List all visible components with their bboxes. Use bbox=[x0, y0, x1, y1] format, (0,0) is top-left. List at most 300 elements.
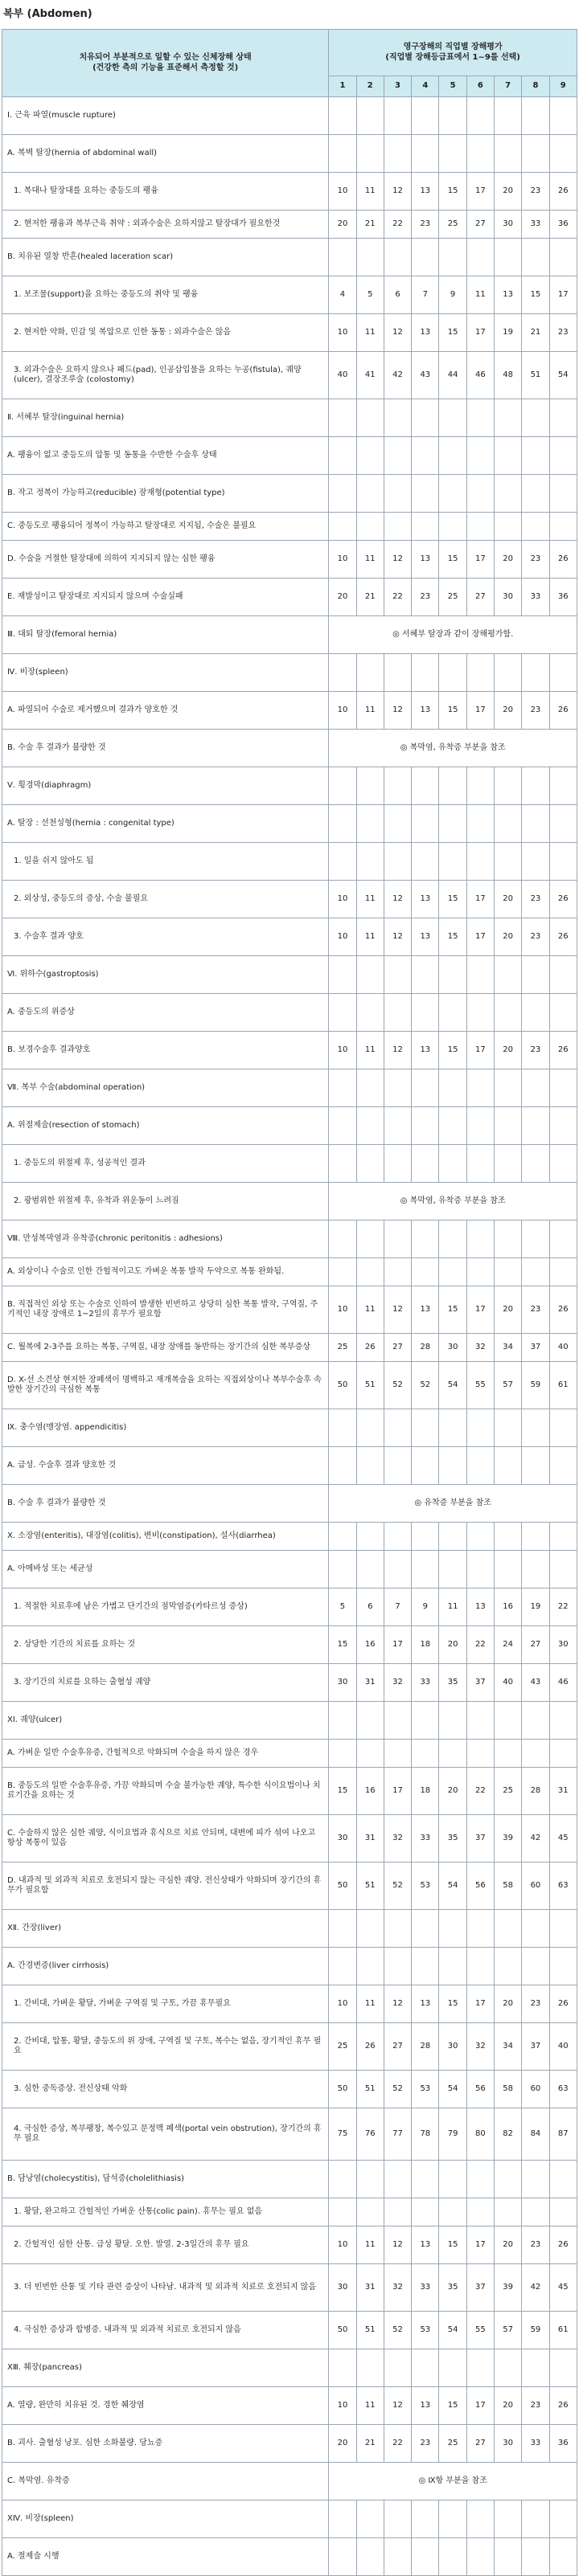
item-label: 2. 광범위한 위절제 후, 유착과 위운동이 느려짐 bbox=[2, 1183, 329, 1221]
grade-value-cell: 25 bbox=[329, 1334, 356, 1362]
grade-value-cell: 12 bbox=[384, 541, 411, 579]
grade-header-4: 4 bbox=[412, 76, 439, 97]
section-label: Ⅴ. 횡경막(diaphragm) bbox=[2, 767, 329, 805]
grade-value-cell bbox=[412, 1910, 439, 1948]
grade-value-cell bbox=[522, 1948, 549, 1985]
grade-value-cell: 35 bbox=[439, 1815, 466, 1862]
grade-value-cell: 15 bbox=[439, 2387, 466, 2425]
grade-value-cell: 26 bbox=[549, 918, 577, 956]
grade-value-cell bbox=[522, 2161, 549, 2198]
grade-value-cell: 54 bbox=[439, 1362, 466, 1409]
grade-value-cell bbox=[522, 843, 549, 881]
grade-value-cell: 20 bbox=[329, 579, 356, 616]
condition-header: 치유되어 부분적으로 일할 수 있는 신체장해 상태 (건강한 측의 기능을 표준해서 측정할 것) bbox=[2, 30, 329, 97]
grade-value-cell bbox=[522, 135, 549, 173]
grade-value-cell bbox=[495, 1523, 522, 1551]
grade-value-cell bbox=[466, 2161, 494, 2198]
grade-value-cell bbox=[356, 805, 384, 843]
grade-value-cell bbox=[549, 767, 577, 805]
grade-value-cell bbox=[356, 1551, 384, 1589]
grade-value-cell bbox=[466, 97, 494, 135]
grade-value-cell bbox=[495, 1910, 522, 1948]
grade-value-cell bbox=[466, 239, 494, 276]
grade-value-cell: 30 bbox=[329, 1815, 356, 1862]
grade-value-cell: 10 bbox=[329, 1985, 356, 2023]
grade-value-cell bbox=[329, 1948, 356, 1985]
grade-value-cell: 58 bbox=[495, 1862, 522, 1910]
grade-value-cell bbox=[412, 1447, 439, 1485]
grade-value-cell bbox=[384, 135, 411, 173]
grade-value-cell: 51 bbox=[356, 1362, 384, 1409]
grade-value-cell: 11 bbox=[356, 1985, 384, 2023]
grade-value-cell: 54 bbox=[439, 2312, 466, 2349]
grade-value-cell bbox=[329, 437, 356, 475]
section-row bbox=[2, 654, 577, 692]
grade-value-cell bbox=[329, 399, 356, 437]
grade-value-cell: 15 bbox=[439, 1985, 466, 2023]
grade-value-cell bbox=[329, 1221, 356, 1258]
grade-value-cell bbox=[466, 1740, 494, 1768]
grade-value-cell bbox=[356, 1948, 384, 1985]
grade-value-cell: 13 bbox=[412, 692, 439, 730]
grade-value-cell: 11 bbox=[356, 2226, 384, 2264]
grade-value-cell: 50 bbox=[329, 2071, 356, 2108]
grade-value-cell bbox=[356, 654, 384, 692]
grade-value-cell: 34 bbox=[495, 2023, 522, 2071]
grade-value-cell: 24 bbox=[495, 1626, 522, 1664]
grade-value-cell bbox=[384, 513, 411, 541]
grade-value-cell bbox=[522, 2349, 549, 2387]
grade-value-cell: 28 bbox=[522, 1768, 549, 1815]
grade-value-cell: 20 bbox=[495, 173, 522, 211]
group-row bbox=[2, 1551, 577, 1589]
grade-value-cell bbox=[356, 437, 384, 475]
group-row bbox=[2, 1447, 577, 1485]
grade-value-cell bbox=[384, 956, 411, 994]
group-label: A. 가벼운 일반 수술후유증, 간헐적으로 악화되며 수술을 하지 않은 경우 bbox=[2, 1740, 329, 1768]
grade-value-cell: 40 bbox=[495, 1664, 522, 1702]
grade-value-cell bbox=[549, 513, 577, 541]
grade-value-cell bbox=[439, 2349, 466, 2387]
grade-value-cell: 55 bbox=[466, 1362, 494, 1409]
group-label: A. 아메바성 또는 세균성 bbox=[2, 1551, 329, 1589]
grade-value-cell bbox=[412, 1221, 439, 1258]
grade-value-cell bbox=[412, 1740, 439, 1768]
grade-value-cell: 23 bbox=[522, 692, 549, 730]
grade-value-cell bbox=[522, 1740, 549, 1768]
group-label: B. 작고 정복이 가능하고(reducible) 잠재형(potential type) bbox=[2, 475, 329, 513]
grade-value-cell bbox=[356, 1069, 384, 1107]
grade-value-cell: 10 bbox=[329, 881, 356, 918]
grade-value-cell: 40 bbox=[549, 2023, 577, 2071]
grade-value-cell bbox=[466, 513, 494, 541]
grade-value-cell: 15 bbox=[439, 918, 466, 956]
item-row bbox=[2, 314, 577, 352]
grade-value-cell bbox=[412, 2198, 439, 2226]
grade-value-cell bbox=[439, 475, 466, 513]
grade-value-cell bbox=[384, 2349, 411, 2387]
grade-value-cell: 11 bbox=[356, 918, 384, 956]
grade-value-cell: 46 bbox=[549, 1664, 577, 1702]
group-row bbox=[2, 1107, 577, 1145]
grade-value-cell bbox=[495, 1145, 522, 1183]
grade-value-cell bbox=[522, 97, 549, 135]
grade-value-cell bbox=[384, 2538, 411, 2576]
grade-value-cell bbox=[439, 843, 466, 881]
grade-value-cell: 50 bbox=[329, 1862, 356, 1910]
group-label: B. 직접적인 외상 또는 수술로 인하여 발생한 빈번하고 상당히 심한 복통 발작, 구역질, 주기적인 내장 장애로 1~2일의 휴무가 필요함 bbox=[2, 1286, 329, 1334]
grade-value-cell: 15 bbox=[439, 692, 466, 730]
item-row bbox=[2, 843, 577, 881]
grade-value-cell: 27 bbox=[466, 211, 494, 239]
grade-value-cell: 40 bbox=[549, 1334, 577, 1362]
grade-value-cell bbox=[356, 2538, 384, 2576]
group-row bbox=[2, 475, 577, 513]
grade-value-cell: 25 bbox=[439, 579, 466, 616]
grade-value-cell bbox=[495, 956, 522, 994]
grade-value-cell bbox=[329, 843, 356, 881]
grade-value-cell: 52 bbox=[384, 2312, 411, 2349]
grade-value-cell: 60 bbox=[522, 2071, 549, 2108]
grade-value-cell: 17 bbox=[466, 692, 494, 730]
grade-value-cell bbox=[412, 1551, 439, 1589]
group-label: A. 복벽 탈장(hernia of abdominal wall) bbox=[2, 135, 329, 173]
grade-value-cell bbox=[522, 1258, 549, 1286]
grade-value-cell bbox=[412, 513, 439, 541]
section-label: Ⅳ. 비장(spleen) bbox=[2, 654, 329, 692]
grade-value-cell: 23 bbox=[522, 2387, 549, 2425]
grade-value-cell: 28 bbox=[412, 2023, 439, 2071]
grade-value-cell bbox=[329, 475, 356, 513]
group-row bbox=[2, 1768, 577, 1815]
grade-value-cell: 33 bbox=[522, 211, 549, 239]
grade-value-cell bbox=[412, 239, 439, 276]
grade-value-cell: 50 bbox=[329, 2312, 356, 2349]
grade-value-cell: 31 bbox=[356, 1664, 384, 1702]
grade-value-cell: 12 bbox=[384, 1032, 411, 1069]
grade-value-cell: 13 bbox=[412, 1985, 439, 2023]
grade-value-cell bbox=[412, 843, 439, 881]
grade-value-cell bbox=[549, 1145, 577, 1183]
grade-value-cell bbox=[356, 239, 384, 276]
grade-value-cell: 57 bbox=[495, 1362, 522, 1409]
grade-value-cell bbox=[522, 1145, 549, 1183]
grade-value-cell bbox=[549, 2500, 577, 2538]
grade-value-cell: 27 bbox=[466, 2425, 494, 2463]
grade-value-cell: 31 bbox=[549, 1768, 577, 1815]
grade-value-cell: 17 bbox=[466, 1985, 494, 2023]
section-row bbox=[2, 1069, 577, 1107]
grade-value-cell bbox=[549, 239, 577, 276]
grade-value-cell: 30 bbox=[495, 2425, 522, 2463]
grade-value-cell bbox=[356, 956, 384, 994]
grade-header-7: 7 bbox=[495, 76, 522, 97]
grade-value-cell bbox=[495, 1948, 522, 1985]
section-row bbox=[2, 1523, 577, 1551]
grade-value-cell bbox=[466, 1258, 494, 1286]
grade-value-cell: 15 bbox=[329, 1626, 356, 1664]
grade-value-cell: 79 bbox=[439, 2108, 466, 2161]
grade-value-cell bbox=[356, 2500, 384, 2538]
grade-value-cell: 18 bbox=[412, 1626, 439, 1664]
grade-value-cell bbox=[439, 513, 466, 541]
grade-value-cell bbox=[522, 2500, 549, 2538]
grade-value-cell: 75 bbox=[329, 2108, 356, 2161]
grade-value-cell bbox=[439, 1523, 466, 1551]
grade-value-cell: 10 bbox=[329, 1286, 356, 1334]
grade-value-cell: 11 bbox=[356, 173, 384, 211]
item-label: 4. 극심한 증상, 복부팽창, 복수있고 문정맥 폐색(portal vein obstrution), 장기간의 휴무 필요 bbox=[2, 2108, 329, 2161]
grade-value-cell bbox=[439, 1221, 466, 1258]
group-label: A. 중등도의 위증상 bbox=[2, 994, 329, 1032]
grade-value-cell: 9 bbox=[412, 1589, 439, 1626]
grade-value-cell bbox=[356, 97, 384, 135]
grade-value-cell bbox=[384, 2198, 411, 2226]
disability-grade-table bbox=[2, 29, 577, 2576]
grade-value-cell bbox=[495, 475, 522, 513]
grade-value-cell: 15 bbox=[439, 541, 466, 579]
grade-value-cell: 20 bbox=[495, 1032, 522, 1069]
group-row bbox=[2, 2387, 577, 2425]
grade-value-cell: 52 bbox=[384, 2071, 411, 2108]
grade-value-cell: 17 bbox=[466, 541, 494, 579]
grade-value-cell bbox=[466, 1221, 494, 1258]
item-row bbox=[2, 173, 577, 211]
group-row bbox=[2, 2463, 577, 2500]
group-label: C. 중등도로 팽융되어 정복이 가능하고 탈장대로 지지됨, 수술은 불필요 bbox=[2, 513, 329, 541]
grade-value-cell: 54 bbox=[439, 1862, 466, 1910]
grade-value-cell bbox=[439, 2538, 466, 2576]
grade-value-cell: 77 bbox=[384, 2108, 411, 2161]
grade-value-cell: 32 bbox=[466, 1334, 494, 1362]
grade-value-cell: 12 bbox=[384, 173, 411, 211]
grade-value-cell bbox=[329, 994, 356, 1032]
grade-value-cell bbox=[522, 399, 549, 437]
grade-value-cell: 53 bbox=[412, 2071, 439, 2108]
group-label: B. 보경수술후 결과양호 bbox=[2, 1032, 329, 1069]
item-row bbox=[2, 2023, 577, 2071]
grade-value-cell bbox=[412, 994, 439, 1032]
grade-value-cell: 4 bbox=[329, 276, 356, 314]
grade-value-cell bbox=[466, 1409, 494, 1447]
grade-value-cell: 33 bbox=[522, 2425, 549, 2463]
group-label: C. 월복에 2-3주를 요하는 복통, 구역질, 내장 장애를 동반하는 장기간의 심한 복부증상 bbox=[2, 1334, 329, 1362]
grade-value-cell: 37 bbox=[466, 2264, 494, 2312]
grade-value-cell bbox=[466, 654, 494, 692]
grade-value-cell: 39 bbox=[495, 1815, 522, 1862]
group-label: A. 절제술 시행 bbox=[2, 2538, 329, 2576]
grade-value-cell bbox=[384, 1221, 411, 1258]
grade-value-cell: 13 bbox=[412, 541, 439, 579]
grade-value-cell: 21 bbox=[356, 579, 384, 616]
grade-value-cell bbox=[522, 956, 549, 994]
grade-value-cell: 6 bbox=[384, 276, 411, 314]
group-row bbox=[2, 513, 577, 541]
grade-value-cell bbox=[495, 1740, 522, 1768]
grade-value-cell: 15 bbox=[439, 314, 466, 352]
grade-value-cell bbox=[329, 2198, 356, 2226]
grade-value-cell bbox=[329, 1447, 356, 1485]
grade-value-cell bbox=[495, 97, 522, 135]
grade-value-cell bbox=[549, 1523, 577, 1551]
grade-value-cell bbox=[356, 1523, 384, 1551]
grade-value-cell bbox=[384, 475, 411, 513]
grade-value-cell: 25 bbox=[329, 2023, 356, 2071]
grade-value-cell: 27 bbox=[384, 1334, 411, 1362]
grade-value-cell bbox=[439, 437, 466, 475]
group-row bbox=[2, 2161, 577, 2198]
grade-value-cell: 51 bbox=[356, 2312, 384, 2349]
grade-value-cell bbox=[439, 399, 466, 437]
grade-value-cell: 21 bbox=[522, 314, 549, 352]
grade-value-cell bbox=[384, 1551, 411, 1589]
grade-value-cell: 13 bbox=[466, 1589, 494, 1626]
section-label: Ⅲ. 대퇴 탈장(femoral hernia) bbox=[2, 616, 329, 654]
grade-value-cell bbox=[384, 1948, 411, 1985]
grade-value-cell: 20 bbox=[495, 918, 522, 956]
grade-value-cell: 10 bbox=[329, 1032, 356, 1069]
grade-value-cell bbox=[495, 1258, 522, 1286]
grade-value-cell bbox=[495, 437, 522, 475]
grade-value-cell bbox=[356, 2198, 384, 2226]
grade-value-cell: 55 bbox=[466, 2312, 494, 2349]
grade-value-cell bbox=[439, 1702, 466, 1740]
group-row bbox=[2, 1815, 577, 1862]
section-row bbox=[2, 2500, 577, 2538]
grade-value-cell bbox=[522, 2538, 549, 2576]
grade-value-cell: 23 bbox=[522, 1985, 549, 2023]
grade-value-cell bbox=[329, 1910, 356, 1948]
grade-value-cell: 42 bbox=[522, 1815, 549, 1862]
grade-value-cell bbox=[412, 2161, 439, 2198]
section-label: Ⅱ. 서혜부 탈장(inguinal hernia) bbox=[2, 399, 329, 437]
grade-value-cell: 20 bbox=[439, 1626, 466, 1664]
grade-value-cell bbox=[439, 2161, 466, 2198]
grade-value-cell: 20 bbox=[495, 1286, 522, 1334]
grade-value-cell: 37 bbox=[522, 1334, 549, 1362]
grade-value-cell: 26 bbox=[549, 1032, 577, 1069]
reference-note: ◎ 복막염, 유착증 부분을 참조 bbox=[329, 730, 577, 767]
grade-value-cell: 20 bbox=[439, 1768, 466, 1815]
grade-value-cell: 20 bbox=[495, 1985, 522, 2023]
grade-value-cell: 23 bbox=[549, 314, 577, 352]
grade-value-cell bbox=[356, 1910, 384, 1948]
grade-value-cell: 10 bbox=[329, 314, 356, 352]
grade-value-cell bbox=[384, 97, 411, 135]
grade-value-cell bbox=[439, 2198, 466, 2226]
item-row bbox=[2, 918, 577, 956]
grade-value-cell: 23 bbox=[412, 579, 439, 616]
grade-value-cell bbox=[329, 135, 356, 173]
grade-value-cell: 17 bbox=[466, 881, 494, 918]
grade-value-cell: 30 bbox=[329, 1664, 356, 1702]
grade-value-cell: 9 bbox=[439, 276, 466, 314]
grade-value-cell bbox=[329, 2349, 356, 2387]
page-title: 복부 (Abdomen) bbox=[3, 8, 92, 20]
grade-value-cell bbox=[466, 1702, 494, 1740]
item-label: 4. 극심한 증상과 합병증. 내과적 및 외과적 치료로 호전되지 않음 bbox=[2, 2312, 329, 2349]
grade-value-cell: 33 bbox=[412, 1664, 439, 1702]
grade-value-cell bbox=[549, 1107, 577, 1145]
grade-value-cell bbox=[549, 437, 577, 475]
group-label: A. 위절제술(resection of stomach) bbox=[2, 1107, 329, 1145]
grade-value-cell: 33 bbox=[412, 2264, 439, 2312]
grade-value-cell bbox=[412, 956, 439, 994]
grade-value-cell: 80 bbox=[466, 2108, 494, 2161]
grade-value-cell: 30 bbox=[495, 579, 522, 616]
grade-value-cell bbox=[495, 239, 522, 276]
grade-value-cell bbox=[384, 1447, 411, 1485]
grade-value-cell bbox=[356, 1409, 384, 1447]
grade-value-cell: 35 bbox=[439, 1664, 466, 1702]
grade-value-cell bbox=[466, 135, 494, 173]
grade-value-cell bbox=[466, 1523, 494, 1551]
group-row bbox=[2, 730, 577, 767]
grade-value-cell bbox=[466, 805, 494, 843]
section-row bbox=[2, 399, 577, 437]
grade-value-cell bbox=[549, 843, 577, 881]
grade-value-cell bbox=[356, 399, 384, 437]
grade-value-cell bbox=[522, 1107, 549, 1145]
grade-value-cell: 30 bbox=[439, 2023, 466, 2071]
item-label: 3. 심한 중독증상. 전신상태 악화 bbox=[2, 2071, 329, 2108]
grade-header-9: 9 bbox=[549, 76, 577, 97]
grade-value-cell: 30 bbox=[329, 2264, 356, 2312]
grade-value-cell: 11 bbox=[356, 2387, 384, 2425]
grade-value-cell: 13 bbox=[412, 2226, 439, 2264]
grade-value-cell: 30 bbox=[495, 211, 522, 239]
grade-value-cell bbox=[412, 1107, 439, 1145]
grade-value-cell: 37 bbox=[522, 2023, 549, 2071]
grade-value-cell bbox=[549, 2198, 577, 2226]
grade-value-cell bbox=[384, 1069, 411, 1107]
item-label: 2. 외상성, 중등도의 증상, 수술 불필요 bbox=[2, 881, 329, 918]
grade-value-cell: 19 bbox=[522, 1589, 549, 1626]
grade-value-cell bbox=[356, 1221, 384, 1258]
grade-value-cell: 11 bbox=[356, 881, 384, 918]
grade-value-cell bbox=[522, 767, 549, 805]
grade-value-cell bbox=[439, 1910, 466, 1948]
grade-value-cell: 63 bbox=[549, 2071, 577, 2108]
group-row bbox=[2, 692, 577, 730]
grade-value-cell: 13 bbox=[412, 1286, 439, 1334]
section-label: Ⅸ. 충수염(맹장염. appendicitis) bbox=[2, 1409, 329, 1447]
grade-value-cell bbox=[329, 1523, 356, 1551]
section-row bbox=[2, 1910, 577, 1948]
grade-value-cell bbox=[549, 97, 577, 135]
section-label: Ⅶ. 복부 수술(abdominal operation) bbox=[2, 1069, 329, 1107]
grade-value-cell bbox=[412, 135, 439, 173]
grade-value-cell bbox=[495, 1069, 522, 1107]
grade-value-cell bbox=[522, 1523, 549, 1551]
section-row bbox=[2, 2349, 577, 2387]
grade-value-cell: 31 bbox=[356, 1815, 384, 1862]
grade-value-cell: 59 bbox=[522, 1362, 549, 1409]
grade-value-cell bbox=[384, 654, 411, 692]
grade-value-cell bbox=[412, 2500, 439, 2538]
grade-value-cell: 13 bbox=[412, 881, 439, 918]
grade-value-cell bbox=[329, 239, 356, 276]
item-row bbox=[2, 2226, 577, 2264]
grade-value-cell bbox=[466, 2198, 494, 2226]
grade-value-cell bbox=[356, 1107, 384, 1145]
grade-value-cell bbox=[466, 1447, 494, 1485]
grade-value-cell: 22 bbox=[466, 1626, 494, 1664]
grade-value-cell bbox=[549, 1409, 577, 1447]
grade-value-cell bbox=[439, 1551, 466, 1589]
grade-value-cell: 34 bbox=[495, 1334, 522, 1362]
grade-value-cell: 11 bbox=[356, 692, 384, 730]
